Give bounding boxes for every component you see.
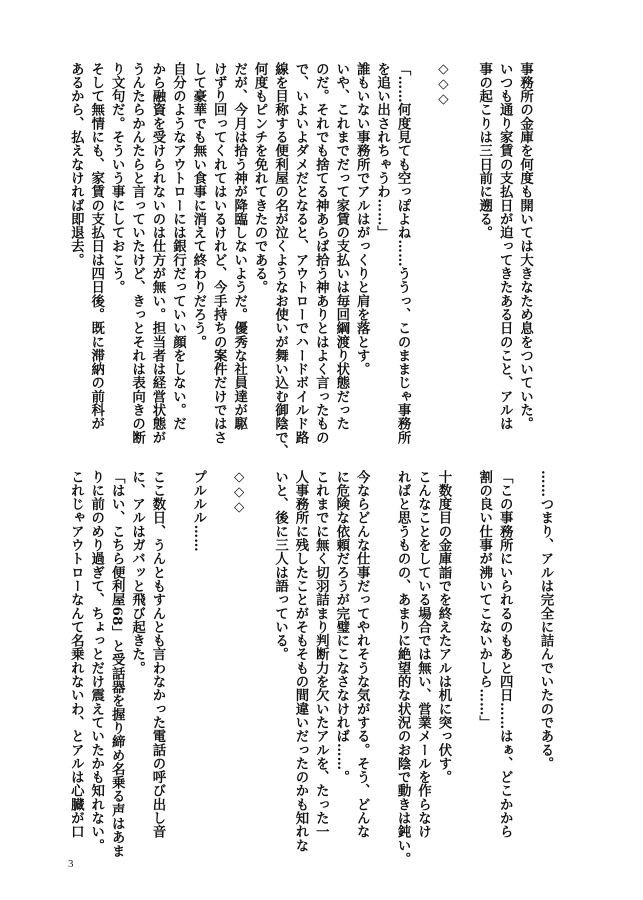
text-column: に危険な依頼だろうが完璧にこなさなければ……。 — [333, 470, 350, 784]
text-column: プルルル…… — [190, 470, 207, 552]
text-column: で、いよいよダメだとなると、アウトローでハードボイルド路 — [292, 62, 309, 445]
text-column: いと、後に三人は語っている。 — [272, 470, 289, 662]
text-column: ここ数日、うんともすんとも言わなかった電話の呼び出し音 — [149, 470, 166, 839]
text-column: して豪華でも無い食事に消えて終わりだろう。 — [190, 62, 207, 349]
text-column: いや、これまでだって家賃の支払いは毎回綱渡り状態だった — [333, 62, 350, 431]
text-column: 線を目称する便利屋の名が泣くようなお使いが舞い込む御陰で、 — [272, 62, 289, 458]
section-break-mark: ◇◇◇ — [435, 62, 451, 107]
text-column: 十数度目の金庫詣でを終えたアルは机に突っ伏す。 — [435, 470, 452, 784]
page-number: 3 — [68, 858, 74, 870]
bottom-text-block — [62, 470, 554, 866]
text-column: りに前のめり過ぎて、ちょっとだけ震えていたかも知れない。 — [88, 470, 105, 853]
text-column: これじゃアウトローなんて名乗れないわ、とアルは心臓が口 — [68, 470, 85, 839]
text-column: こんなことをしている場合では無い、営業メールを作らなけ — [415, 470, 432, 839]
text-column: 「はい、こちら便利屋68」と受話器を握り締め名乗る声はあま — [109, 470, 126, 858]
text-column: 人事務所に残したことがそもそもの間違いだったのかも知れな — [292, 470, 309, 853]
text-column: あるから、払えなければ即退去。 — [68, 62, 85, 267]
text-column: 「……何度見ても空っぽよね……ううっ、このままじゃ事務所 — [395, 62, 412, 445]
text-column: に、アルはガバッと飛び起きた。 — [129, 470, 146, 675]
text-column: 事務所の金庫を何度も開いては大きなため息をついていた。 — [517, 62, 534, 431]
text-column: から融資を受けられないのは仕方が無い。担当者は経営状態が — [149, 62, 166, 445]
text-column: いつも通り家賃の支払日が迫ってきたある日のこと、アルは — [497, 62, 514, 431]
text-column: 割の良い仕事が沸いてこないかしら……」 — [476, 470, 493, 730]
text-column: これまでに無く切羽詰まり判断力を欠いたアルを、たった一 — [313, 470, 330, 839]
text-column: 事の起こりは三日前に遡る。 — [476, 62, 493, 240]
text-column: うんたらかんたらと言っていたけど、きっとそれは表向きの断 — [129, 62, 146, 445]
text-column: 自分のようなアウトローには銀行だっていい顔をしない。だ — [170, 62, 187, 431]
text-column: けずり回ってくれてはいるけれど、今手持ちの案件だけではさ — [211, 62, 228, 445]
text-column: 何度もピンチを免れてきたのである。 — [252, 62, 269, 295]
text-column: のだ。それでも捨てる神あらば拾う神ありとはよく言ったもの — [313, 62, 330, 445]
text-column: り文句だ。そういう事にしておこう。 — [109, 62, 126, 295]
top-text-block — [62, 62, 552, 458]
section-break-mark: ◇◇◇ — [231, 470, 247, 515]
text-column: を追い出されちゃうわ……」 — [374, 62, 391, 240]
text-column: ればと思うものの、あまりに絶望的な状況のお陰で動きは鈍い。 — [395, 470, 412, 866]
text-column: 「この事務所にいられるのもあと四日……はぁ、どこかから — [497, 470, 514, 839]
text-column: だが、今月は拾う神が降臨しないようだ。優秀な社員達が駆 — [231, 62, 248, 431]
text-column: 誰もいない事務所でアルはがっくりと肩を落とす。 — [354, 62, 371, 376]
text-column: ……つまり、アルは完全に詰んでいたのである。 — [538, 470, 554, 771]
text-column: そして無情にも、家賃の支払日は四日後。既に滞納の前科が — [88, 62, 105, 431]
text-column: 今ならどんな仕事だってやれそうな気がする。そう、どんな — [354, 470, 371, 839]
